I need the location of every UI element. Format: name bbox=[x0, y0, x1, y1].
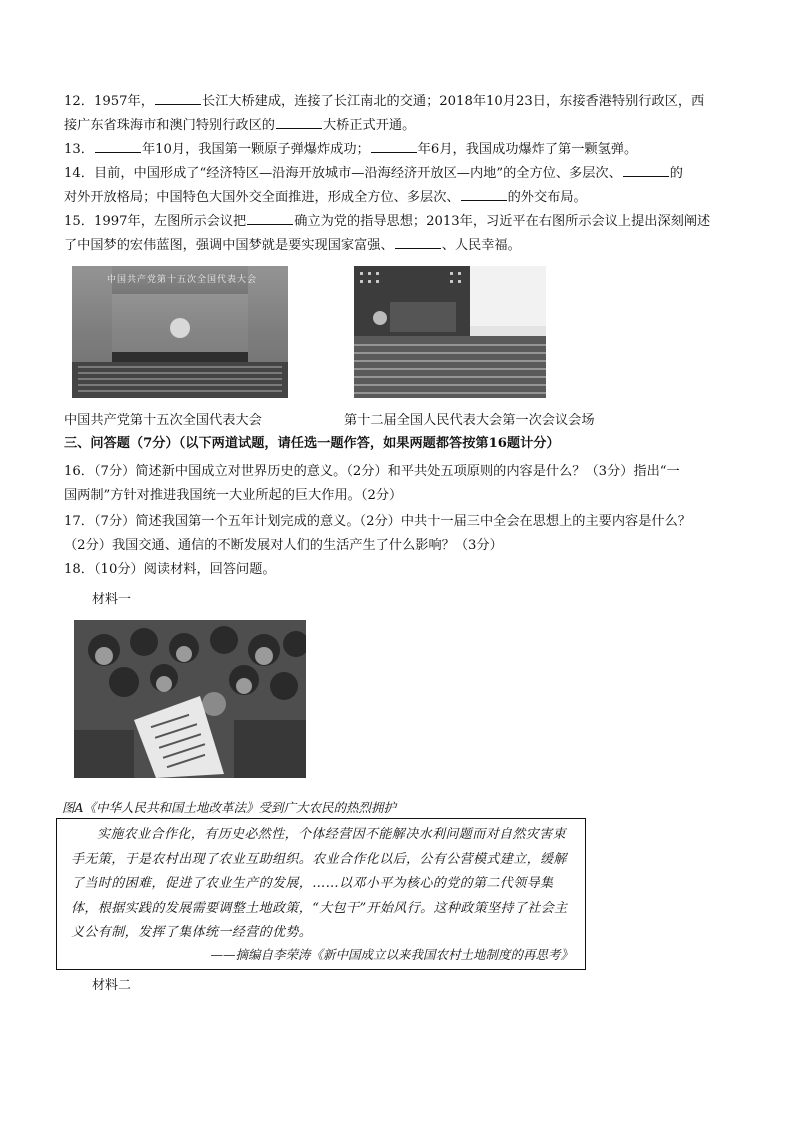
material-quote-box bbox=[56, 818, 586, 970]
answer-blank[interactable] bbox=[395, 234, 441, 249]
material-2-label: 材料二 bbox=[92, 978, 132, 993]
question-18: 18．（10分）阅读材料，回答问题。 bbox=[64, 562, 276, 577]
land-reform-photo bbox=[74, 620, 306, 778]
npc-hall-image bbox=[354, 266, 546, 398]
q15-text: 15．1997年，左图所示会议把 bbox=[64, 214, 247, 229]
question-15-line2 bbox=[64, 234, 734, 259]
question-16-line2: 国两制”方针对推进我国统一大业所起的巨大作用。（2分） bbox=[64, 488, 403, 503]
party-congress-photo bbox=[72, 266, 288, 398]
question-13 bbox=[64, 138, 734, 163]
answer-blank[interactable] bbox=[461, 186, 507, 201]
q12-text: 12．1957年， bbox=[64, 94, 154, 109]
q12-text: 大桥正式开通。 bbox=[323, 118, 416, 133]
answer-blank[interactable] bbox=[371, 138, 417, 153]
q14-text: 14．目前，中国形成了“经济特区—沿海开放城市—沿海经济开放区—内地”的全方位、多层次、 bbox=[64, 166, 622, 181]
question-17: 17．（7分）简述我国第一个五年计划完成的意义。（2分）中共十一届三中全会在思想上的主要内容是什么？ bbox=[64, 514, 691, 529]
q15-text: 、人民幸福。 bbox=[441, 238, 521, 253]
material-quote-text: 实施农业合作化，有历史必然性，个体经营因不能解决水利问题而对自然灾害束手无策，于是农村出现了农业互助组织。农业合作化以后，公有公营模式建立，缓解了当时的困难，促进了农业生产的发展，……以邓小平为核心的党的第二代领导集体，根据实践的发展需要调整土地政策，“大包干”开始风行。这种政策坚持了社会主义公有制，发挥了集体统一经营的优势。 bbox=[71, 827, 568, 940]
figure-a-caption: 图A《中华人民共和国土地改革法》受到广大农民的热烈拥护 bbox=[62, 800, 397, 815]
q14-text: 的 bbox=[669, 166, 683, 181]
section-3-title: 三、问答题（7分）（以下两道试题，请任选一题作答，如果两题都答按第16题计分） bbox=[64, 436, 560, 451]
question-12-line2 bbox=[64, 114, 734, 139]
question-15 bbox=[64, 210, 734, 235]
material-1-label: 材料一 bbox=[92, 592, 132, 607]
congress-banner-text: 中国共产党第十五次全国代表大会 bbox=[106, 275, 257, 285]
q14-text: 的外交布局。 bbox=[507, 190, 587, 205]
q13-text: 年6月，我国成功爆炸了第一颗氢弹。 bbox=[417, 142, 638, 157]
q12-text: 接广东省珠海市和澳门特别行政区的 bbox=[64, 118, 275, 133]
question-14 bbox=[64, 162, 734, 187]
left-photo-caption: 中国共产党第十五次全国代表大会 bbox=[64, 413, 262, 428]
answer-blank[interactable] bbox=[247, 210, 293, 225]
q12-text: 长江大桥建成，连接了长江南北的交通；2018年10月23日，东接香港特别行政区，西 bbox=[201, 94, 705, 109]
question-16: 16．（7分）简述新中国成立对世界历史的意义。（2分）和平共处五项原则的内容是什么？（3分）指出“一 bbox=[64, 464, 680, 479]
material-quote-source: ——摘编自李荣涛《新中国成立以来我国农村土地制度的再思考》 bbox=[210, 947, 573, 962]
congress-hall-image bbox=[72, 266, 288, 398]
answer-blank[interactable] bbox=[623, 162, 669, 177]
q15-text: 了中国梦的宏伟蓝图，强调中国梦就是要实现国家富强、 bbox=[64, 238, 394, 253]
q13-text: 年10月，我国第一颗原子弹爆炸成功； bbox=[141, 142, 370, 157]
crowd-reading-image bbox=[74, 620, 306, 778]
question-12 bbox=[64, 90, 734, 115]
npc-session-photo bbox=[354, 266, 546, 398]
answer-blank[interactable] bbox=[95, 138, 141, 153]
answer-blank[interactable] bbox=[155, 90, 201, 105]
q15-text: 确立为党的指导思想；2013年，习近平在右图所示会议上提出深刻阐述 bbox=[294, 214, 711, 229]
answer-blank[interactable] bbox=[276, 114, 322, 129]
question-17-line2: （2分）我国交通、通信的不断发展对人们的生活产生了什么影响？（3分） bbox=[64, 538, 503, 553]
q13-text: 13． bbox=[64, 142, 94, 157]
question-14-line2 bbox=[64, 186, 734, 211]
right-photo-caption: 第十二届全国人民代表大会第一次会议会场 bbox=[344, 413, 595, 428]
q14-text: 对外开放格局；中国特色大国外交全面推进，形成全方位、多层次、 bbox=[64, 190, 460, 205]
